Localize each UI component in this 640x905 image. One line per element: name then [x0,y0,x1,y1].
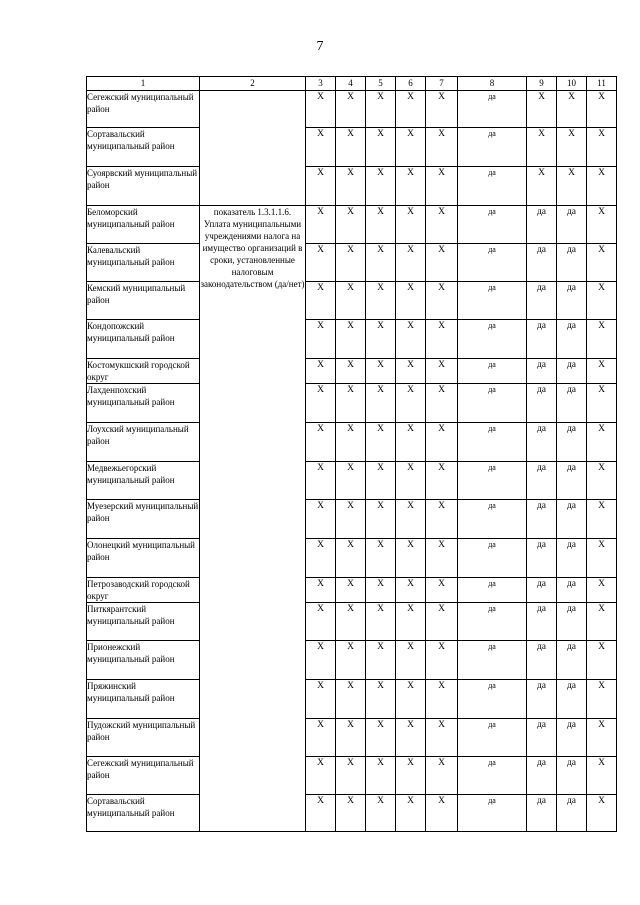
value-cell-col-11: X [587,244,617,282]
district-name: Пряжинский муниципальный район [87,680,200,719]
value-cell-col-10: да [557,603,587,641]
value-cell-col-11: X [587,603,617,641]
value-cell-col-3: X [306,128,336,167]
value-cell-col-5: X [366,244,396,282]
value-cell-col-3: X [306,680,336,719]
table-row [87,91,617,128]
value-cell-col-10: да [557,462,587,500]
table-row [87,282,617,320]
value-cell-col-5: X [366,641,396,680]
value-cell-col-5: X [366,578,396,603]
value-cell-col-6: X [396,500,426,539]
value-cell-col-4: X [336,359,366,384]
value-cell-col-8: да [458,680,527,719]
value-cell-col-6: X [396,539,426,578]
value-cell-col-3: X [306,578,336,603]
value-cell-col-11: X [587,641,617,680]
district-name: Петрозаводский городской округ [87,578,200,603]
district-name: Сегежский муниципальный район [87,91,200,128]
value-cell-col-3: X [306,757,336,795]
value-cell-col-9: да [527,462,557,500]
indicator-blank-cell [200,91,306,206]
value-cell-col-10: да [557,206,587,244]
value-cell-col-9: да [527,680,557,719]
district-name: Кемский муниципальный район [87,282,200,320]
value-cell-col-3: X [306,206,336,244]
value-cell-col-7: X [426,680,458,719]
value-cell-col-9: да [527,500,557,539]
value-cell-col-6: X [396,91,426,128]
value-cell-col-8: да [458,167,527,206]
value-cell-col-3: X [306,539,336,578]
value-cell-col-8: да [458,462,527,500]
value-cell-col-4: X [336,680,366,719]
table-row [87,423,617,462]
value-cell-col-8: да [458,795,527,832]
value-cell-col-5: X [366,757,396,795]
value-cell-col-7: X [426,320,458,359]
value-cell-col-4: X [336,539,366,578]
value-cell-col-10: да [557,680,587,719]
header-row [87,77,617,91]
table-row [87,462,617,500]
district-name: Беломорский муниципальный район [87,206,200,244]
table-row [87,320,617,359]
value-cell-col-9: да [527,423,557,462]
value-cell-col-8: да [458,128,527,167]
value-cell-col-10: да [557,719,587,757]
value-cell-col-4: X [336,384,366,423]
value-cell-col-6: X [396,320,426,359]
value-cell-col-11: X [587,167,617,206]
page-number: 7 [316,39,324,54]
value-cell-col-10: да [557,641,587,680]
value-cell-col-4: X [336,500,366,539]
value-cell-col-5: X [366,206,396,244]
value-cell-col-4: X [336,603,366,641]
district-name: Муезерский муниципальный район [87,500,200,539]
district-name: Питкярантский муниципальный район [87,603,200,641]
value-cell-col-7: X [426,462,458,500]
value-cell-col-7: X [426,423,458,462]
header-col-1: 1 [87,77,200,91]
district-name: Лахденпохский муниципальный район [87,384,200,423]
value-cell-col-9: X [527,167,557,206]
value-cell-col-8: да [458,320,527,359]
value-cell-col-9: да [527,578,557,603]
value-cell-col-9: X [527,91,557,128]
value-cell-col-8: да [458,206,527,244]
value-cell-col-6: X [396,641,426,680]
value-cell-col-7: X [426,384,458,423]
value-cell-col-8: да [458,384,527,423]
table-row [87,359,617,384]
table-row [87,128,617,167]
value-cell-col-3: X [306,500,336,539]
value-cell-col-6: X [396,795,426,832]
value-cell-col-5: X [366,539,396,578]
value-cell-col-4: X [336,578,366,603]
header-col-5: 5 [366,77,396,91]
value-cell-col-7: X [426,282,458,320]
value-cell-col-11: X [587,359,617,384]
table-row [87,603,617,641]
value-cell-col-6: X [396,282,426,320]
value-cell-col-9: да [527,206,557,244]
value-cell-col-4: X [336,282,366,320]
value-cell-col-11: X [587,500,617,539]
value-cell-col-8: да [458,359,527,384]
value-cell-col-7: X [426,578,458,603]
value-cell-col-5: X [366,500,396,539]
value-cell-col-10: X [557,167,587,206]
table-row [87,578,617,603]
value-cell-col-10: да [557,795,587,832]
value-cell-col-8: да [458,757,527,795]
value-cell-col-9: да [527,244,557,282]
value-cell-col-6: X [396,128,426,167]
value-cell-col-6: X [396,680,426,719]
district-name: Пудожский муниципальный район [87,719,200,757]
value-cell-col-6: X [396,757,426,795]
table-row [87,244,617,282]
value-cell-col-11: X [587,578,617,603]
value-cell-col-8: да [458,282,527,320]
header-col-2: 2 [200,77,306,91]
value-cell-col-11: X [587,423,617,462]
value-cell-col-9: да [527,539,557,578]
value-cell-col-9: да [527,282,557,320]
value-cell-col-11: X [587,539,617,578]
district-name: Медвежьегорский муниципальный район [87,462,200,500]
value-cell-col-6: X [396,462,426,500]
value-cell-col-7: X [426,167,458,206]
value-cell-col-5: X [366,359,396,384]
value-cell-col-5: X [366,680,396,719]
value-cell-col-5: X [366,167,396,206]
value-cell-col-3: X [306,244,336,282]
value-cell-col-7: X [426,603,458,641]
district-name: Калевальский муниципальный район [87,244,200,282]
value-cell-col-6: X [396,719,426,757]
header-col-4: 4 [336,77,366,91]
district-name: Костомукшский городской округ [87,359,200,384]
value-cell-col-7: X [426,641,458,680]
district-name: Суоярвский муниципальный район [87,167,200,206]
value-cell-col-4: X [336,719,366,757]
table-row [87,167,617,206]
value-cell-col-7: X [426,539,458,578]
value-cell-col-11: X [587,795,617,832]
value-cell-col-3: X [306,282,336,320]
table-row [87,384,617,423]
value-cell-col-4: X [336,320,366,359]
district-name: Сегежский муниципальный район [87,757,200,795]
value-cell-col-4: X [336,423,366,462]
value-cell-col-5: X [366,603,396,641]
value-cell-col-5: X [366,423,396,462]
value-cell-col-9: да [527,384,557,423]
value-cell-col-10: да [557,320,587,359]
value-cell-col-6: X [396,206,426,244]
value-cell-col-5: X [366,320,396,359]
value-cell-col-10: да [557,539,587,578]
value-cell-col-10: да [557,359,587,384]
value-cell-col-6: X [396,578,426,603]
value-cell-col-11: X [587,462,617,500]
value-cell-col-11: X [587,384,617,423]
header-col-3: 3 [306,77,336,91]
value-cell-col-4: X [336,206,366,244]
table-row [87,641,617,680]
value-cell-col-8: да [458,244,527,282]
value-cell-col-5: X [366,282,396,320]
value-cell-col-11: X [587,282,617,320]
value-cell-col-10: да [557,244,587,282]
header-col-7: 7 [426,77,458,91]
value-cell-col-4: X [336,795,366,832]
value-cell-col-8: да [458,91,527,128]
value-cell-col-10: да [557,578,587,603]
value-cell-col-9: да [527,359,557,384]
value-cell-col-9: да [527,795,557,832]
value-cell-col-8: да [458,603,527,641]
value-cell-col-9: да [527,757,557,795]
value-cell-col-3: X [306,641,336,680]
value-cell-col-5: X [366,462,396,500]
table-row [87,719,617,757]
value-cell-col-11: X [587,128,617,167]
table-row [87,795,617,832]
value-cell-col-10: да [557,423,587,462]
district-name: Олонецкий муниципальный район [87,539,200,578]
header-col-9: 9 [527,77,557,91]
value-cell-col-4: X [336,757,366,795]
value-cell-col-3: X [306,384,336,423]
value-cell-col-8: да [458,578,527,603]
value-cell-col-7: X [426,128,458,167]
value-cell-col-9: да [527,320,557,359]
value-cell-col-11: X [587,206,617,244]
value-cell-col-5: X [366,719,396,757]
value-cell-col-9: X [527,128,557,167]
district-name: Прионежский муниципальный район [87,641,200,680]
table-row [87,539,617,578]
value-cell-col-5: X [366,91,396,128]
value-cell-col-6: X [396,359,426,384]
value-cell-col-8: да [458,539,527,578]
value-cell-col-6: X [396,167,426,206]
value-cell-col-5: X [366,384,396,423]
header-col-11: 11 [587,77,617,91]
value-cell-col-10: X [557,91,587,128]
district-name: Сортавальский муниципальный район [87,128,200,167]
value-cell-col-3: X [306,423,336,462]
value-cell-col-11: X [587,719,617,757]
header-col-10: 10 [557,77,587,91]
value-cell-col-6: X [396,244,426,282]
value-cell-col-7: X [426,719,458,757]
value-cell-col-4: X [336,462,366,500]
value-cell-col-11: X [587,320,617,359]
value-cell-col-8: да [458,641,527,680]
value-cell-col-7: X [426,757,458,795]
table-row [87,757,617,795]
value-cell-col-3: X [306,91,336,128]
value-cell-col-10: да [557,757,587,795]
value-cell-col-3: X [306,320,336,359]
value-cell-col-10: да [557,282,587,320]
value-cell-col-4: X [336,167,366,206]
value-cell-col-7: X [426,91,458,128]
value-cell-col-3: X [306,719,336,757]
value-cell-col-6: X [396,603,426,641]
value-cell-col-3: X [306,462,336,500]
value-cell-col-10: да [557,500,587,539]
value-cell-col-8: да [458,719,527,757]
table-row [87,500,617,539]
indicator-description: показатель 1.3.1.1.6. Уплата муниципальными учреждениями налога на имущество организаций в сроки, установленные налоговым законодательством (да/нет) [200,206,306,832]
value-cell-col-4: X [336,244,366,282]
value-cell-col-3: X [306,603,336,641]
value-cell-col-5: X [366,795,396,832]
value-cell-col-9: да [527,641,557,680]
value-cell-col-7: X [426,795,458,832]
value-cell-col-7: X [426,359,458,384]
table-row [87,206,617,244]
district-name: Сортавальский муниципальный район [87,795,200,832]
value-cell-col-9: да [527,719,557,757]
value-cell-col-3: X [306,795,336,832]
header-col-6: 6 [396,77,426,91]
value-cell-col-11: X [587,680,617,719]
value-cell-col-4: X [336,91,366,128]
table-row [87,680,617,719]
value-cell-col-3: X [306,359,336,384]
value-cell-col-8: да [458,500,527,539]
value-cell-col-9: да [527,603,557,641]
header-col-8: 8 [458,77,527,91]
value-cell-col-7: X [426,500,458,539]
value-cell-col-5: X [366,128,396,167]
value-cell-col-4: X [336,128,366,167]
value-cell-col-10: X [557,128,587,167]
value-cell-col-6: X [396,423,426,462]
value-cell-col-8: да [458,423,527,462]
value-cell-col-4: X [336,641,366,680]
value-cell-col-11: X [587,91,617,128]
value-cell-col-7: X [426,206,458,244]
indicator-table [86,76,617,832]
district-name: Кондопожский муниципальный район [87,320,200,359]
value-cell-col-6: X [396,384,426,423]
district-name: Лоухский муниципальный район [87,423,200,462]
value-cell-col-11: X [587,757,617,795]
value-cell-col-10: да [557,384,587,423]
value-cell-col-7: X [426,244,458,282]
value-cell-col-3: X [306,167,336,206]
